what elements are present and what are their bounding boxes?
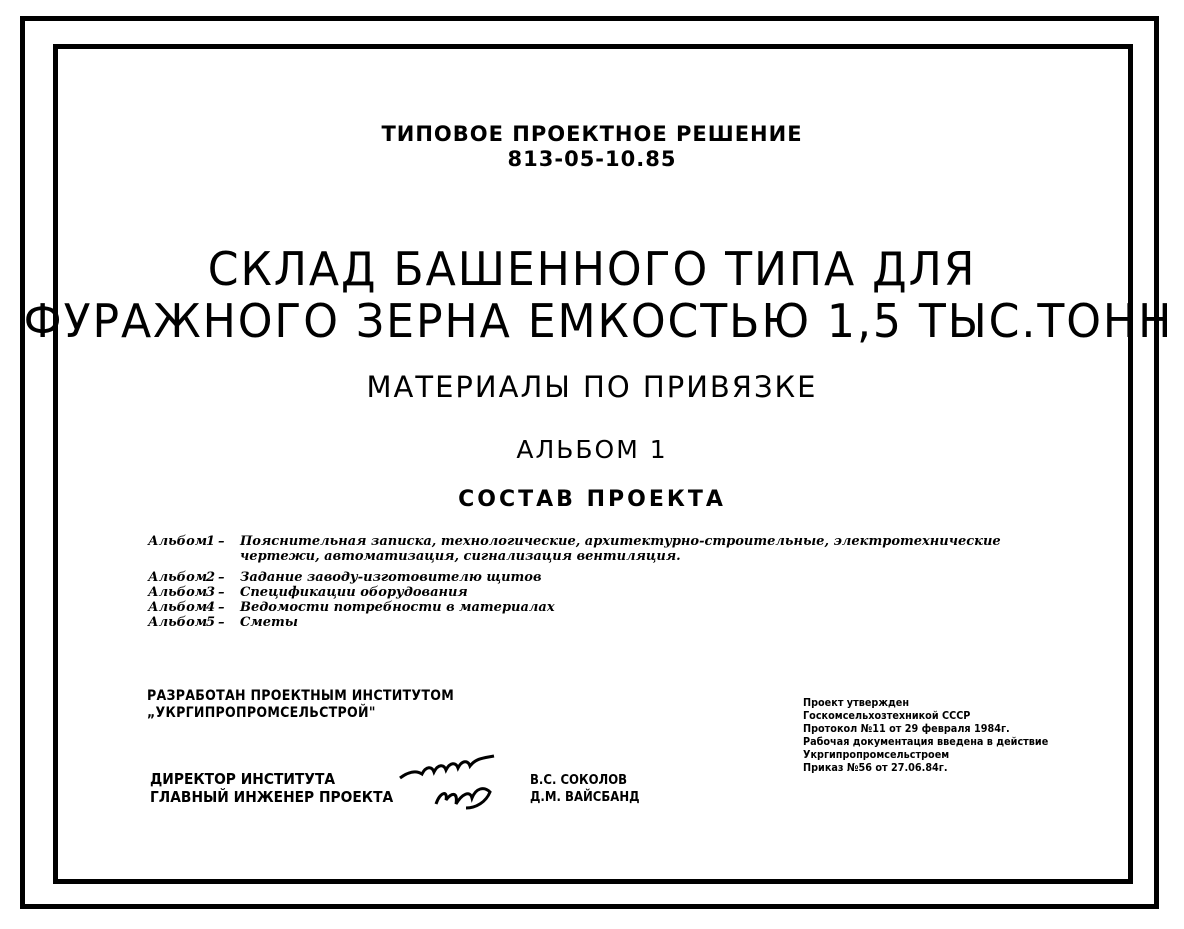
signature-names xyxy=(530,772,640,806)
approval-line: Протокол №11 от 29 февраля 1984г. xyxy=(803,722,1010,735)
album-row xyxy=(148,585,1001,600)
album-dash: – xyxy=(218,534,225,549)
main-title-line-1: СКЛАД БАШЕННОГО ТИПА ДЛЯ xyxy=(207,242,977,296)
album-row xyxy=(148,600,1001,615)
album-num: 1 xyxy=(206,534,216,549)
album-num: 3 xyxy=(206,585,216,600)
album-desc: Пояснительная записка, технологические, архитектурно-строительные, электротехнические чертежи, автоматизация, сигнализация вентиляция. xyxy=(240,534,1001,564)
album-dash: – xyxy=(218,585,225,600)
director-signature xyxy=(398,752,498,784)
chief-engineer-name: Д.М. ВАЙСБАНД xyxy=(530,790,640,805)
contents-heading: СОСТАВ ПРОЕКТА xyxy=(458,487,726,512)
approval-block xyxy=(803,696,1048,774)
album-label: Альбом xyxy=(148,585,208,600)
director-name: В.С. СОКОЛОВ xyxy=(530,773,628,788)
album-label: Альбом xyxy=(148,615,208,630)
album-num: 4 xyxy=(206,600,216,615)
design-code-title: ТИПОВОЕ ПРОЕКТНОЕ РЕШЕНИЕ xyxy=(381,122,803,146)
chief-engineer-signature xyxy=(432,782,494,812)
album-row xyxy=(148,534,1001,564)
design-code-number: 813-05-10.85 xyxy=(507,147,677,171)
director-label: ДИРЕКТОР ИНСТИТУТА xyxy=(150,770,336,788)
signature-labels xyxy=(150,770,393,806)
approval-line: Рабочая документация введена в действие xyxy=(803,735,1049,748)
album-desc: Задание заводу-изготовителю щитов xyxy=(240,570,542,585)
album-dash: – xyxy=(218,570,225,585)
albums-list xyxy=(148,534,1001,630)
developer-line-2: „УКРГИПРОПРОМСЕЛЬСТРОЙ" xyxy=(147,705,376,721)
album-number: АЛЬБОМ 1 xyxy=(516,435,668,464)
album-dash: – xyxy=(218,615,225,630)
album-num: 2 xyxy=(206,570,216,585)
album-dash: – xyxy=(218,600,225,615)
album-label: Альбом xyxy=(148,534,208,549)
album-row xyxy=(148,615,1001,630)
subtitle: МАТЕРИАЛЫ ПО ПРИВЯЗКЕ xyxy=(366,370,818,404)
album-desc: Сметы xyxy=(240,615,298,630)
approval-line: Госкомсельхозтехникой СССР xyxy=(803,709,971,722)
album-desc: Ведомости потребности в материалах xyxy=(240,600,555,615)
album-row xyxy=(148,570,1001,585)
main-title-line-2: ФУРАЖНОГО ЗЕРНА ЕМКОСТЬЮ 1,5 ТЫС.ТОНН xyxy=(23,294,1174,348)
album-label: Альбом xyxy=(148,600,208,615)
album-label: Альбом xyxy=(148,570,208,585)
album-num: 5 xyxy=(206,615,216,630)
approval-line: Укргипропромсельстроем xyxy=(803,748,950,761)
album-desc: Спецификации оборудования xyxy=(240,585,468,600)
chief-engineer-label: ГЛАВНЫЙ ИНЖЕНЕР ПРОЕКТА xyxy=(150,788,394,806)
approval-line: Проект утвержден xyxy=(803,696,910,709)
developer-block xyxy=(147,688,454,722)
approval-line: Приказ №56 от 27.06.84г. xyxy=(803,761,948,774)
developer-line-1: РАЗРАБОТАН ПРОЕКТНЫМ ИНСТИТУТОМ xyxy=(147,688,455,704)
